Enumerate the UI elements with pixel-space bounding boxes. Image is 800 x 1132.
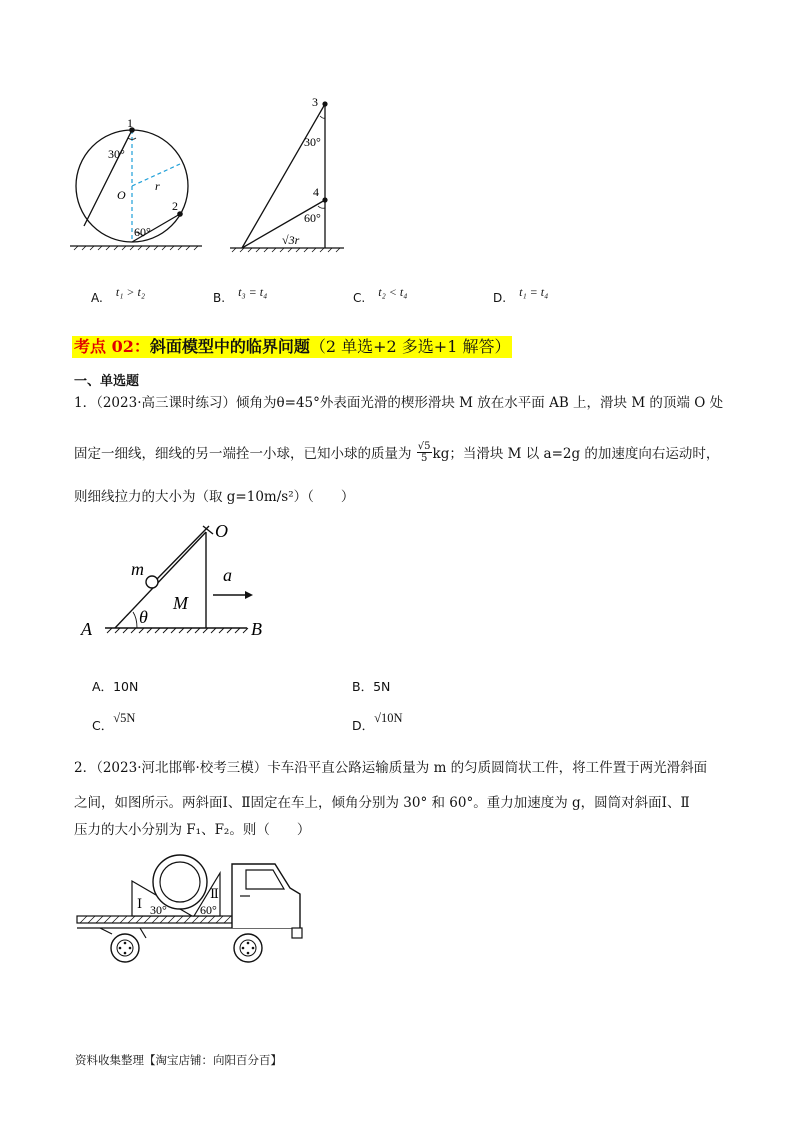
q2-line-2: 之间，如图所示。两斜面Ⅰ、Ⅱ固定在车上，倾角分别为 30° 和 60°。重力加速度为 g，圆筒对斜面Ⅰ、Ⅱ <box>74 795 690 811</box>
q1-option-d[interactable] <box>352 711 403 736</box>
label-O: O <box>117 188 126 202</box>
q1-option-a[interactable] <box>92 677 138 697</box>
angle-arc-30 <box>320 116 325 118</box>
option-letter: A． <box>92 679 114 694</box>
option-letter: C． <box>92 718 114 733</box>
wedge-figure <box>75 515 275 665</box>
chord-1 <box>84 130 132 226</box>
option-value: 10N <box>113 679 139 694</box>
label-M: M <box>173 593 188 613</box>
option-letter: A. <box>91 291 103 305</box>
ball <box>146 576 158 588</box>
option-value: 5N <box>373 679 391 694</box>
fraction-numerator: √5 <box>417 441 431 452</box>
option-letter: B. <box>213 291 226 305</box>
option-a-top[interactable] <box>91 287 145 306</box>
label-30: 30° <box>150 903 167 917</box>
q1-number: 1． <box>74 395 97 411</box>
mass-fraction <box>417 441 432 464</box>
section-extra: （2 单选+2 多选+1 解答） <box>309 337 511 356</box>
section-tag: 考点 02： <box>74 337 150 356</box>
point-2 <box>177 211 183 217</box>
q1-line-3: 则细线拉力的大小为（取 g=10m/s²）（ ） <box>74 489 355 505</box>
label-1: 1 <box>127 116 133 130</box>
label-4: 4 <box>313 185 319 199</box>
option-value: √5N <box>113 711 136 725</box>
bumper <box>292 928 302 938</box>
subsection-heading: 一、单选题 <box>74 374 140 389</box>
fraction-denominator: 5 <box>420 453 428 464</box>
label-O: O <box>215 521 228 541</box>
option-d-top[interactable] <box>493 287 548 306</box>
option-c-top[interactable] <box>353 287 407 306</box>
label-30: 30° <box>304 135 321 149</box>
q1-source: （2023·高三课时练习） <box>96 395 236 411</box>
incline-figure <box>230 92 350 257</box>
q2-source: （2023·河北邯郸·校考三模） <box>96 760 268 776</box>
q2-line-1 <box>74 758 707 778</box>
q1-text-1: 倾角为θ=45°外表面光滑的楔形滑块 M 放在水平面 AB 上，滑块 M 的顶端 O 处 <box>236 395 724 411</box>
q2-line-3: 压力的大小分别为 F₁、F₂。则（ ） <box>74 822 311 838</box>
accel-arrow-head <box>245 591 253 599</box>
option-math: t₁ = t₄ <box>519 285 549 299</box>
circle-figure <box>70 110 210 255</box>
q2-number: 2． <box>74 760 97 776</box>
q1-text-2b: kg；当滑块 M 以 a=2g 的加速度向右运动时， <box>432 446 720 462</box>
q1-option-b[interactable] <box>352 677 390 697</box>
label-theta: θ <box>139 607 148 627</box>
label-60: 60° <box>134 225 151 239</box>
label-m: m <box>131 559 144 579</box>
q1-text-2a: 固定一细线，细线的另一端拴一小球，已知小球的质量为 <box>74 446 412 462</box>
q1-line-2 <box>74 443 719 466</box>
wedge-incline <box>115 532 206 628</box>
section-heading <box>72 336 512 358</box>
point-3 <box>322 101 327 106</box>
label-r: r <box>155 179 160 193</box>
truck-figure <box>70 848 310 973</box>
label-2: 2 <box>172 199 178 213</box>
label-I: Ⅰ <box>137 896 143 911</box>
option-b-top[interactable] <box>213 287 267 306</box>
label-B: B <box>251 619 262 639</box>
front-wheel <box>234 934 262 962</box>
option-letter: C. <box>353 291 366 305</box>
point-4 <box>322 197 327 202</box>
theta-arc <box>133 612 137 628</box>
option-math: t₃ = t₄ <box>238 285 268 299</box>
label-60: 60° <box>304 211 321 225</box>
page-footer: 资料收集整理【淘宝店铺：向阳百分百】 <box>75 1053 282 1067</box>
incline-3 <box>242 104 325 248</box>
q2-text-1: 卡车沿平直公路运输质量为 m 的匀质圆筒状工件，将工件置于两光滑斜面 <box>267 760 708 776</box>
option-value: √10N <box>374 711 403 725</box>
label-II: Ⅱ <box>210 886 219 901</box>
label-30: 30° <box>108 147 125 161</box>
q1-option-c[interactable] <box>92 711 136 736</box>
section-title: 斜面模型中的临界问题 <box>149 337 310 356</box>
label-sqrt3r: √3r <box>282 233 300 247</box>
option-letter: B． <box>352 679 374 694</box>
cylinder-outer <box>153 855 207 909</box>
label-A: A <box>81 619 92 639</box>
option-math: t₂ < t₄ <box>378 285 408 299</box>
label-a: a <box>223 565 232 585</box>
ground-hatch <box>107 628 248 633</box>
option-letter: D． <box>352 718 375 733</box>
option-math: t₁ > t₂ <box>115 285 146 299</box>
angle-arc-60 <box>318 206 325 208</box>
q1-line-1 <box>74 393 723 413</box>
label-60: 60° <box>200 903 217 917</box>
option-letter: D. <box>493 291 507 305</box>
label-3: 3 <box>312 95 318 109</box>
string-line <box>157 526 209 579</box>
rear-wheel <box>111 934 139 962</box>
